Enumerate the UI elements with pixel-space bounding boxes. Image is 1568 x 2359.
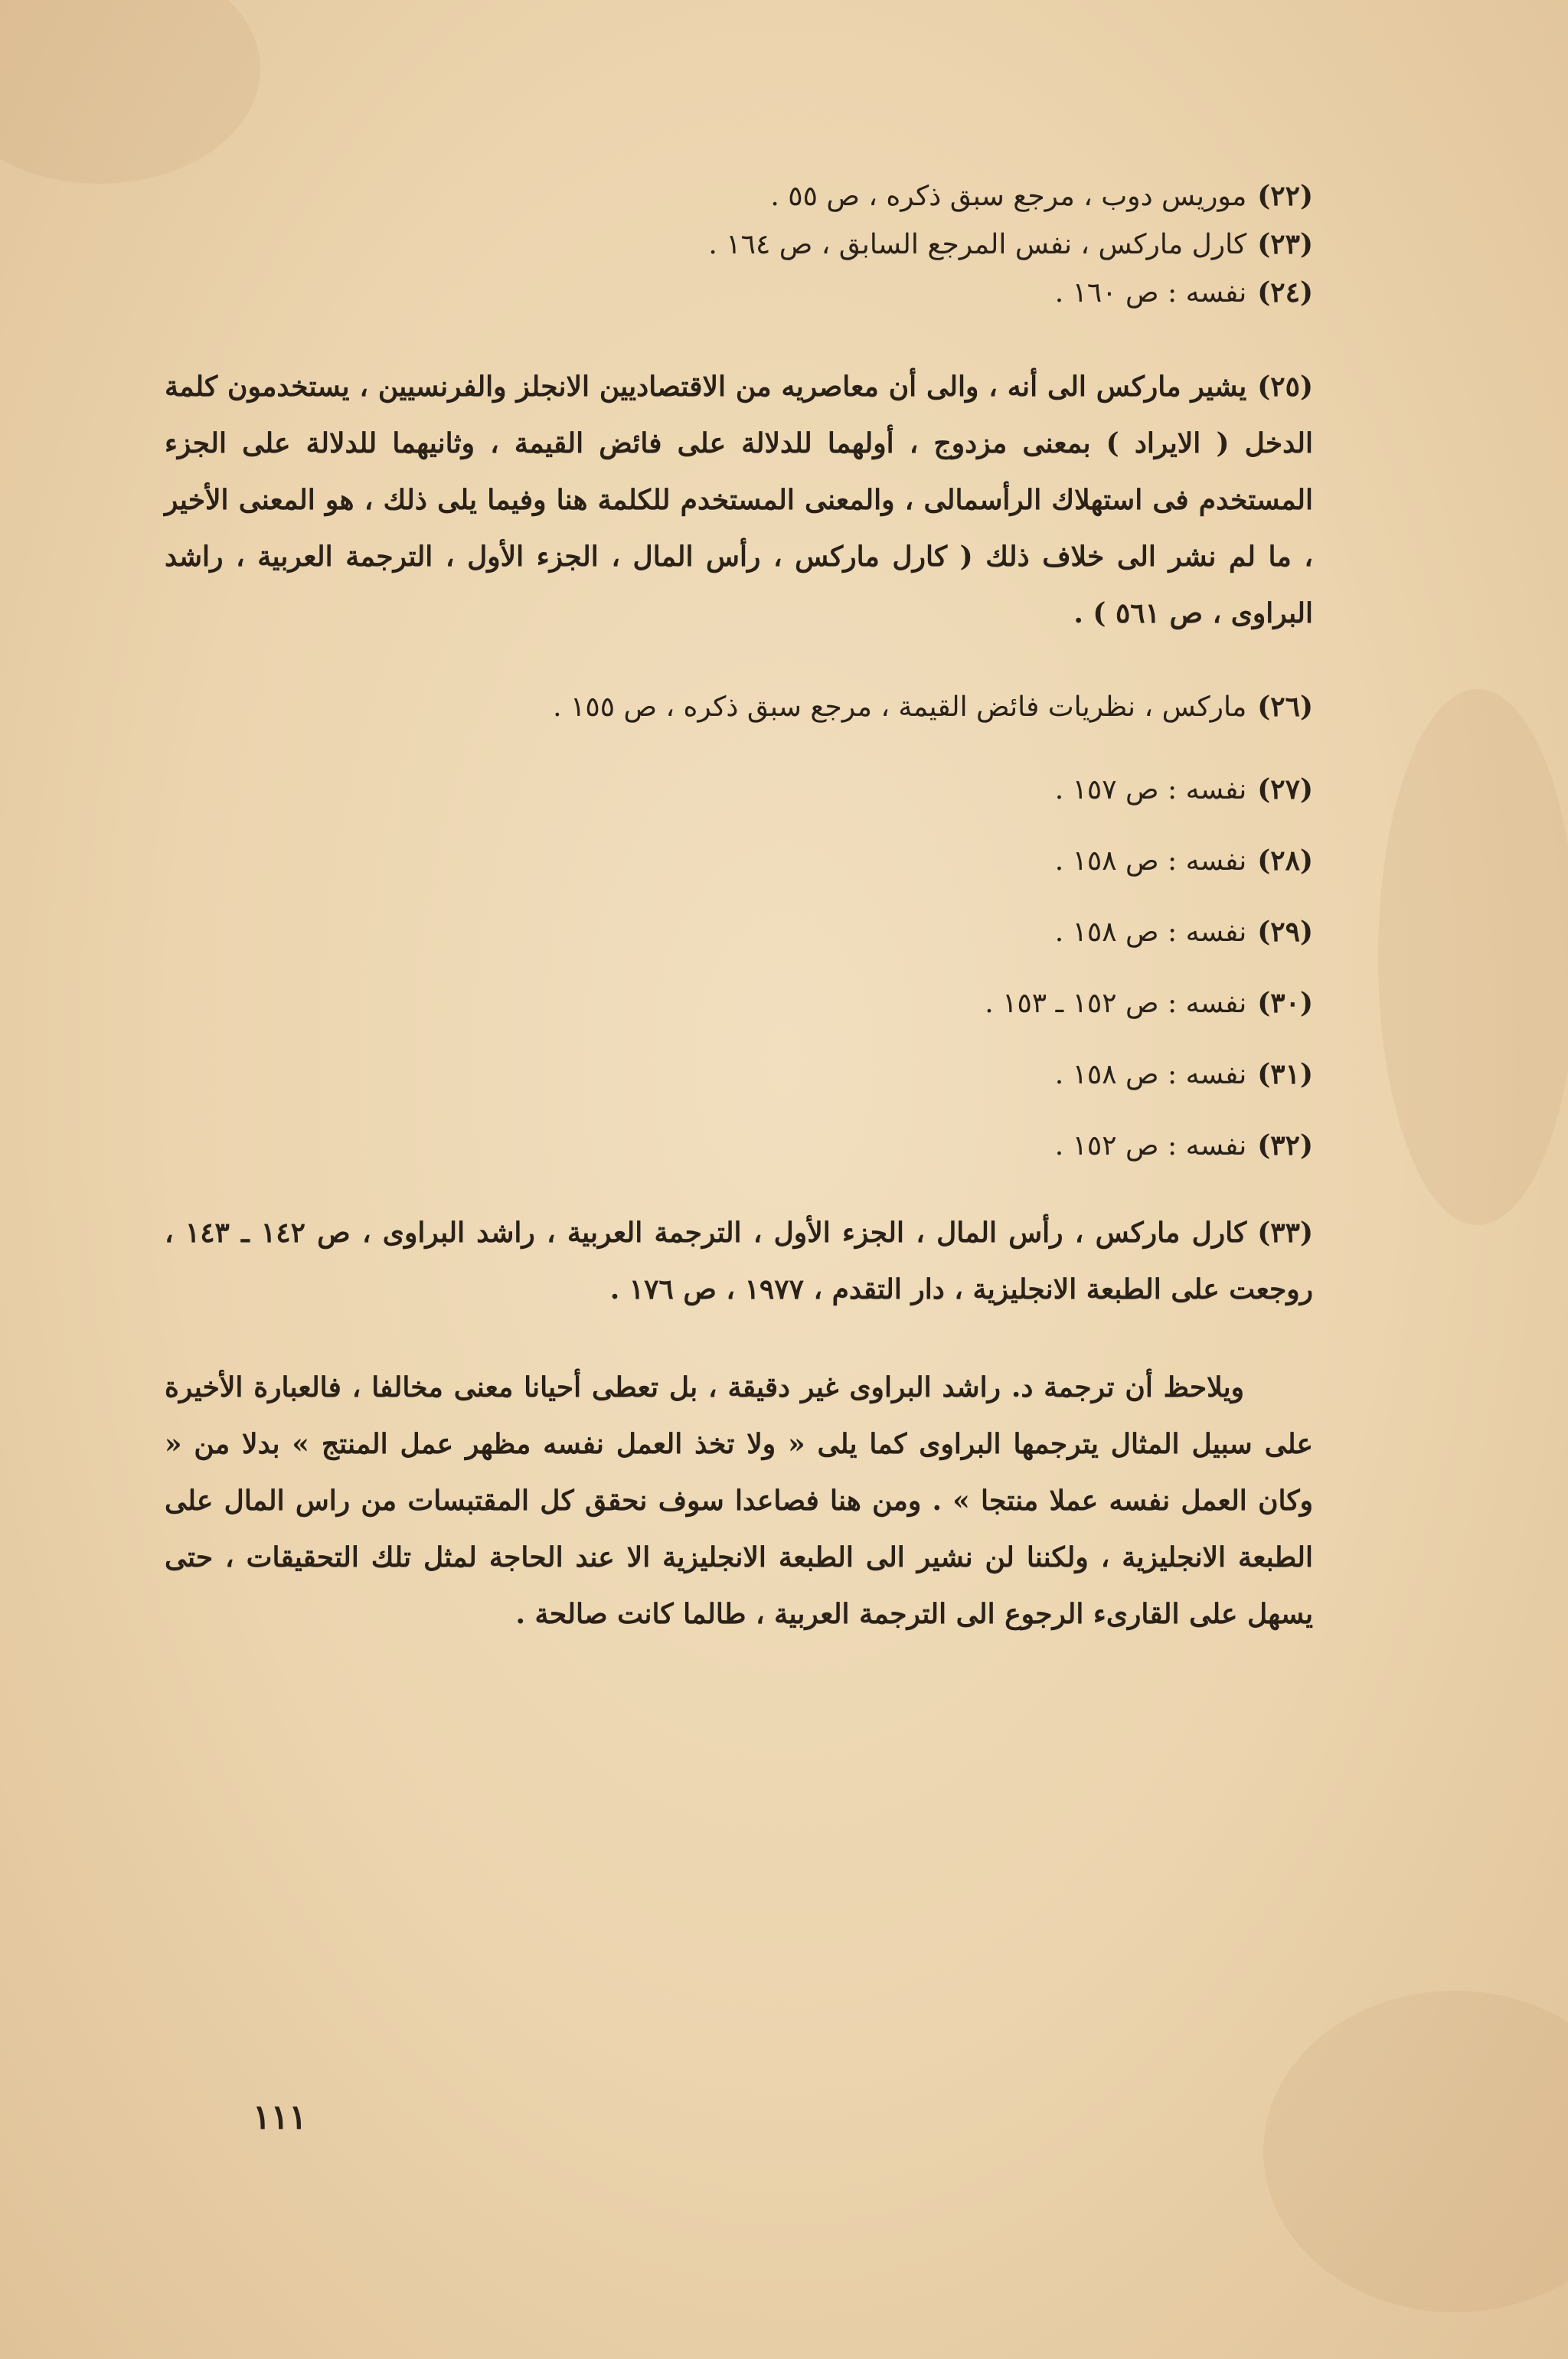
spacer (165, 731, 1313, 754)
footnote-28 (165, 825, 1313, 897)
footnote-23 (165, 221, 1313, 269)
footnote-number: (٢٧) (1257, 773, 1313, 805)
footnote-text: كارل ماركس ، نفس المرجع السابق ، ص ١٦٤ . (708, 229, 1247, 260)
closing-paragraph: ويلاحظ أن ترجمة د. راشد البراوى غير دقيقة ، بل تعطى أحيانا معنى مخالفا ، فالعبارة الأخيرة على سبيل المثال يترجمها البراوى كما يلى « ولا تخذ العمل نفسه مظهر عمل المنتج » بدلا من « وكان العمل نفسه عملا منتجا » . ومن هنا فصاعدا سوف نحقق كل المقتبسات من راس المال على الطبعة الانجليزية ، ولكننا لن نشير الى الطبعة الانجليزية الا عند الحاجة لمثل تلك التحقيقات ، حتى يسهل على القارىء الرجوع الى الترجمة العربية ، طالما كانت صالحة . (165, 1371, 1313, 1630)
spacer (165, 317, 1313, 358)
footnote-27 (165, 754, 1313, 825)
footnote-33 (165, 1204, 1313, 1318)
footnote-30 (165, 968, 1313, 1039)
footnote-32 (165, 1110, 1313, 1181)
paper-stain (1263, 1991, 1568, 2312)
footnote-number: (٢٣) (1257, 228, 1313, 260)
footnote-24 (165, 269, 1313, 317)
footnote-number: (٢٤) (1257, 276, 1313, 309)
footnotes-block (165, 172, 1313, 1642)
footnote-26 (165, 683, 1313, 731)
footnote-text: نفسه : ص ١٥٢ . (1054, 1130, 1247, 1162)
footnote-text: نفسه : ص ١٥٨ . (1054, 1059, 1247, 1090)
footnote-number: (٢٦) (1257, 691, 1313, 723)
footnote-25 (165, 358, 1313, 642)
footnote-31 (165, 1039, 1313, 1110)
footnote-number: (٢٨) (1257, 845, 1313, 877)
spacer (165, 642, 1313, 683)
footnote-number: (٢٩) (1257, 916, 1313, 948)
footnote-number: (٢٥) (1257, 371, 1313, 403)
footnote-number: (٣١) (1257, 1058, 1313, 1090)
footnote-number: (٢٢) (1257, 180, 1313, 212)
spacer (165, 1181, 1313, 1204)
footnote-number: (٣٠) (1257, 987, 1313, 1019)
footnote-text: ماركس ، نظريات فائض القيمة ، مرجع سبق ذكره ، ص ١٥٥ . (553, 691, 1247, 723)
footnote-text: نفسه : ص ١٥٨ . (1054, 916, 1247, 948)
footnote-text: كارل ماركس ، رأس المال ، الجزء الأول ، الترجمة العربية ، راشد البراوى ، ص ١٤٢ ـ ١٤٣ ، روجعت على الطبعة الانجليزية ، دار التقدم ، ١٩٧٧ ، ص ١٧٦ . (165, 1217, 1313, 1305)
page-number: ١١١ (253, 2098, 307, 2137)
footnote-22 (165, 172, 1313, 221)
footnote-text: نفسه : ص ١٥٨ . (1054, 845, 1247, 877)
footnote-number: (٣٢) (1257, 1129, 1313, 1162)
footnote-text: نفسه : ص ١٥٧ . (1054, 774, 1247, 805)
footnote-29 (165, 897, 1313, 968)
short-footnotes-list (165, 754, 1313, 1181)
footnote-text: موريس دوب ، مرجع سبق ذكره ، ص ٥٥ . (770, 181, 1247, 212)
footnote-number: (٣٣) (1257, 1217, 1313, 1249)
footnote-text: نفسه : ص ١٥٢ ـ ١٥٣ . (985, 988, 1247, 1019)
footnote-text: نفسه : ص ١٦٠ . (1054, 277, 1247, 309)
paper-stain (0, 0, 260, 184)
paper-stain (1378, 689, 1568, 1225)
footnote-text: يشير ماركس الى أنه ، والى أن معاصريه من الاقتصاديين الانجلز والفرنسيين ، يستخدمون كلمة الدخل ( الايراد ) بمعنى مزدوج ، أولهما للدلالة على فائض القيمة ، وثانيهما للدلالة على الجزء المستخدم فى استهلاك الرأسمالى ، والمعنى المستخدم للكلمة هنا وفيما يلى ذلك ، هو المعنى الأخير ، ما لم نشر الى خلاف ذلك ( كارل ماركس ، رأس المال ، الجزء الأول ، الترجمة العربية ، راشد البراوى ، ص ٥٦١ ) . (165, 371, 1313, 629)
